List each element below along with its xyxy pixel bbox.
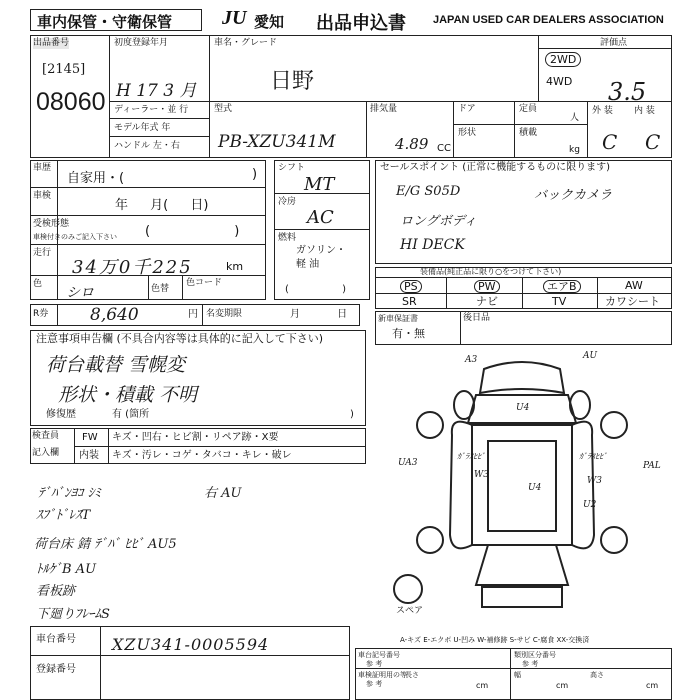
repair-label: 修復歴	[46, 409, 76, 420]
name-change-label: 名変期限	[206, 309, 243, 319]
sales-point-4: HI DECK	[400, 237, 465, 253]
equip-sr: SR	[402, 295, 417, 308]
fw-label: FW	[82, 432, 98, 443]
inspector-line-5: 看板跡	[36, 584, 76, 599]
color-trim-label: 色替	[151, 284, 170, 294]
fuel-label: 燃料	[278, 233, 297, 243]
sales-label: セールスポイント (正常に機能するものに限ります)	[380, 162, 611, 173]
equip-tv: TV	[552, 295, 567, 308]
ref-cert-sub: 参 考	[366, 680, 383, 688]
mark-w3-left: W3	[474, 470, 489, 480]
mark-au: AU	[583, 351, 598, 361]
reg-value: H 17 3 月	[116, 81, 197, 101]
type-label: 型式	[214, 104, 233, 114]
ref-no-label: 車台記号番号	[358, 651, 400, 659]
recycle-unit: 円	[188, 309, 198, 320]
chassis-label: 車台番号	[36, 634, 76, 645]
class-label: 類別区分番号	[514, 651, 556, 659]
disp-value: 4.89	[395, 135, 429, 153]
length-unit: cm	[476, 681, 489, 690]
inspector-line-6: 下廻りﾌﾚｰﾑS	[36, 607, 110, 622]
reg-no-label: 登録番号	[36, 664, 76, 675]
door-label: ドア	[458, 104, 476, 114]
height-unit: cm	[646, 681, 659, 690]
spare-label: スペア	[396, 606, 424, 616]
sales-point-3: ロングボディ	[400, 214, 477, 229]
insurance-paren: ( )	[145, 224, 240, 239]
history-close: )	[252, 167, 258, 182]
handle-label: ハンドル 左・右	[114, 141, 180, 151]
ref-cert-label: 車検証明用の等	[358, 671, 407, 679]
length-label: 長さ	[405, 671, 419, 679]
int-value: キズ・汚レ・コゲ・タバコ・キレ・破レ	[112, 450, 292, 461]
ju-logo: JU	[222, 7, 247, 29]
height-label: 高さ	[590, 671, 604, 679]
equip-ps: PS	[400, 280, 422, 293]
warranty-label: 新車保証書	[378, 314, 418, 323]
width-unit: cm	[556, 681, 569, 690]
chassis-value: XZU341-0005594	[112, 635, 270, 654]
disp-label: 排気量	[370, 104, 398, 114]
sales-point-2: バックカメラ	[534, 188, 613, 203]
inspector-line-1: ﾃﾞﾊﾞﾝﾖｺ ｼﾐ	[38, 486, 101, 501]
sales-point-1: E/G S05D	[396, 184, 461, 199]
fw-value: キズ・凹右・ヒビ割・リペア跡・X要	[112, 432, 279, 443]
brand-text: 愛知	[254, 13, 285, 31]
warranty-value: 有・無	[392, 327, 425, 340]
name-value: 日野	[270, 69, 315, 94]
notes-line-2: 形状・積載 不明	[58, 384, 198, 406]
mark-glass-left: ｶﾞﾗｽﾋﾋﾞ	[457, 452, 485, 461]
name-change-value: 月 日	[290, 309, 348, 320]
interior-label: 内 装	[634, 106, 655, 116]
history-value: 自家用・(	[67, 171, 125, 186]
shift-value: MT	[304, 174, 335, 195]
mark-u2: U2	[583, 500, 597, 510]
color-code-label: 色コード	[186, 278, 223, 288]
mark-pal: PAL	[643, 461, 661, 471]
vehicle-diagram	[372, 345, 672, 635]
color-label: 色	[33, 279, 43, 289]
equip-seat: カワシート	[605, 295, 660, 308]
inspection-label: 車検	[33, 191, 52, 201]
lot-number: 08060	[36, 88, 106, 116]
repair-value: 有 (箇所	[112, 409, 150, 420]
shape-label: 形状	[458, 128, 477, 138]
inspection-value: 年 月( 日)	[115, 198, 209, 213]
mileage-value: 34万0千225	[72, 257, 193, 278]
insurance-label: 受検形態	[33, 219, 70, 229]
ac-label: 冷房	[278, 197, 297, 207]
equip-airbag: エアB	[543, 280, 581, 293]
equip-aw: AW	[625, 279, 643, 292]
inspector-line-4: ﾄﾙｹﾞB AU	[36, 562, 97, 577]
later-items-label: 後日品	[463, 313, 491, 323]
mark-u4-bed: U4	[528, 483, 542, 493]
lot-label: 出品番号	[33, 38, 70, 48]
disp-unit: CC	[437, 143, 451, 154]
reg-label: 初度登録年月	[114, 38, 169, 48]
int-label: 内装	[79, 450, 99, 461]
capacity-label: 定員	[519, 104, 538, 114]
mark-a3: A3	[465, 355, 478, 365]
notes-label: 注意事項申告欄 (不具合内容等は具体的に記入して下さい)	[36, 332, 324, 345]
org-name: JAPAN USED CAR DEALERS ASSOCIATION	[433, 14, 664, 26]
fuel-value: ガソリン・軽 油	[296, 245, 346, 270]
inspector-sub-label: 記入欄	[32, 448, 60, 458]
model-year-label: モデル年式 年	[114, 123, 171, 133]
color-value: シロ	[66, 285, 94, 301]
damage-legend: A-キズ E-エクボ U-凹み W-補修跡 S-サビ C-腐食 XX-交換済	[400, 636, 590, 644]
exterior-label: 外 装	[592, 106, 613, 116]
shift-label: シフト	[278, 163, 306, 173]
equipment-label: 装備品(純正品に限り○をつけて下さい)	[420, 267, 562, 276]
interior-value: C	[645, 130, 661, 154]
repair-close: )	[350, 409, 354, 420]
storage-badge-text: 車内保管・守衛保管	[37, 13, 173, 31]
score-value: 3.5	[608, 78, 647, 106]
name-label: 車名・グレード	[214, 38, 278, 48]
mark-glass-right: ｶﾞﾗｽﾋﾋﾞ	[579, 452, 607, 461]
equip-pw: PW	[474, 280, 500, 293]
class-sub: 参 考	[522, 660, 539, 668]
mileage-label: 走行	[33, 248, 52, 258]
mark-u4-top: U4	[516, 403, 530, 413]
dealer-label: ディーラー・並 行	[114, 105, 189, 115]
score-label: 評価点	[600, 38, 628, 48]
exterior-value: C	[602, 130, 618, 154]
mark-ua3: UA3	[398, 458, 418, 468]
inspector-line-2: ｽﾌﾞﾄﾞﾚｽT	[36, 508, 91, 523]
form-title: 出品申込書	[316, 13, 406, 34]
ac-value: AC	[307, 207, 334, 228]
insurance-note: 車検付きのみご記入下さい	[33, 233, 117, 241]
mark-w3-right: W3	[587, 476, 602, 486]
equip-navi: ナビ	[476, 295, 498, 308]
capacity-unit: 人	[570, 113, 580, 123]
recycle-label: R券	[33, 309, 49, 319]
mileage-unit: km	[226, 260, 244, 273]
fuel-paren: ( )	[285, 284, 346, 295]
inspector-label: 検査員	[32, 431, 60, 441]
inspector-line-3: 荷台床 錆 ﾃﾞﾊﾞ ﾋﾋﾞ AU5	[34, 537, 177, 552]
drive-2wd: 2WD	[545, 52, 581, 67]
notes-line-1: 荷台載替 雪幌変	[46, 354, 186, 376]
inspector-side-note: 右 AU	[204, 486, 242, 501]
ref-no-sub: 参 考	[366, 660, 383, 668]
load-label: 積載	[519, 128, 538, 138]
lot-sub: [2145]	[42, 62, 86, 77]
width-label: 幅	[514, 671, 521, 679]
load-unit: kg	[569, 145, 580, 155]
drive-4wd: 4WD	[546, 75, 573, 88]
type-value: PB-XZU341M	[218, 132, 336, 152]
history-label: 車歴	[33, 163, 52, 173]
recycle-value: 8,640	[90, 305, 139, 325]
